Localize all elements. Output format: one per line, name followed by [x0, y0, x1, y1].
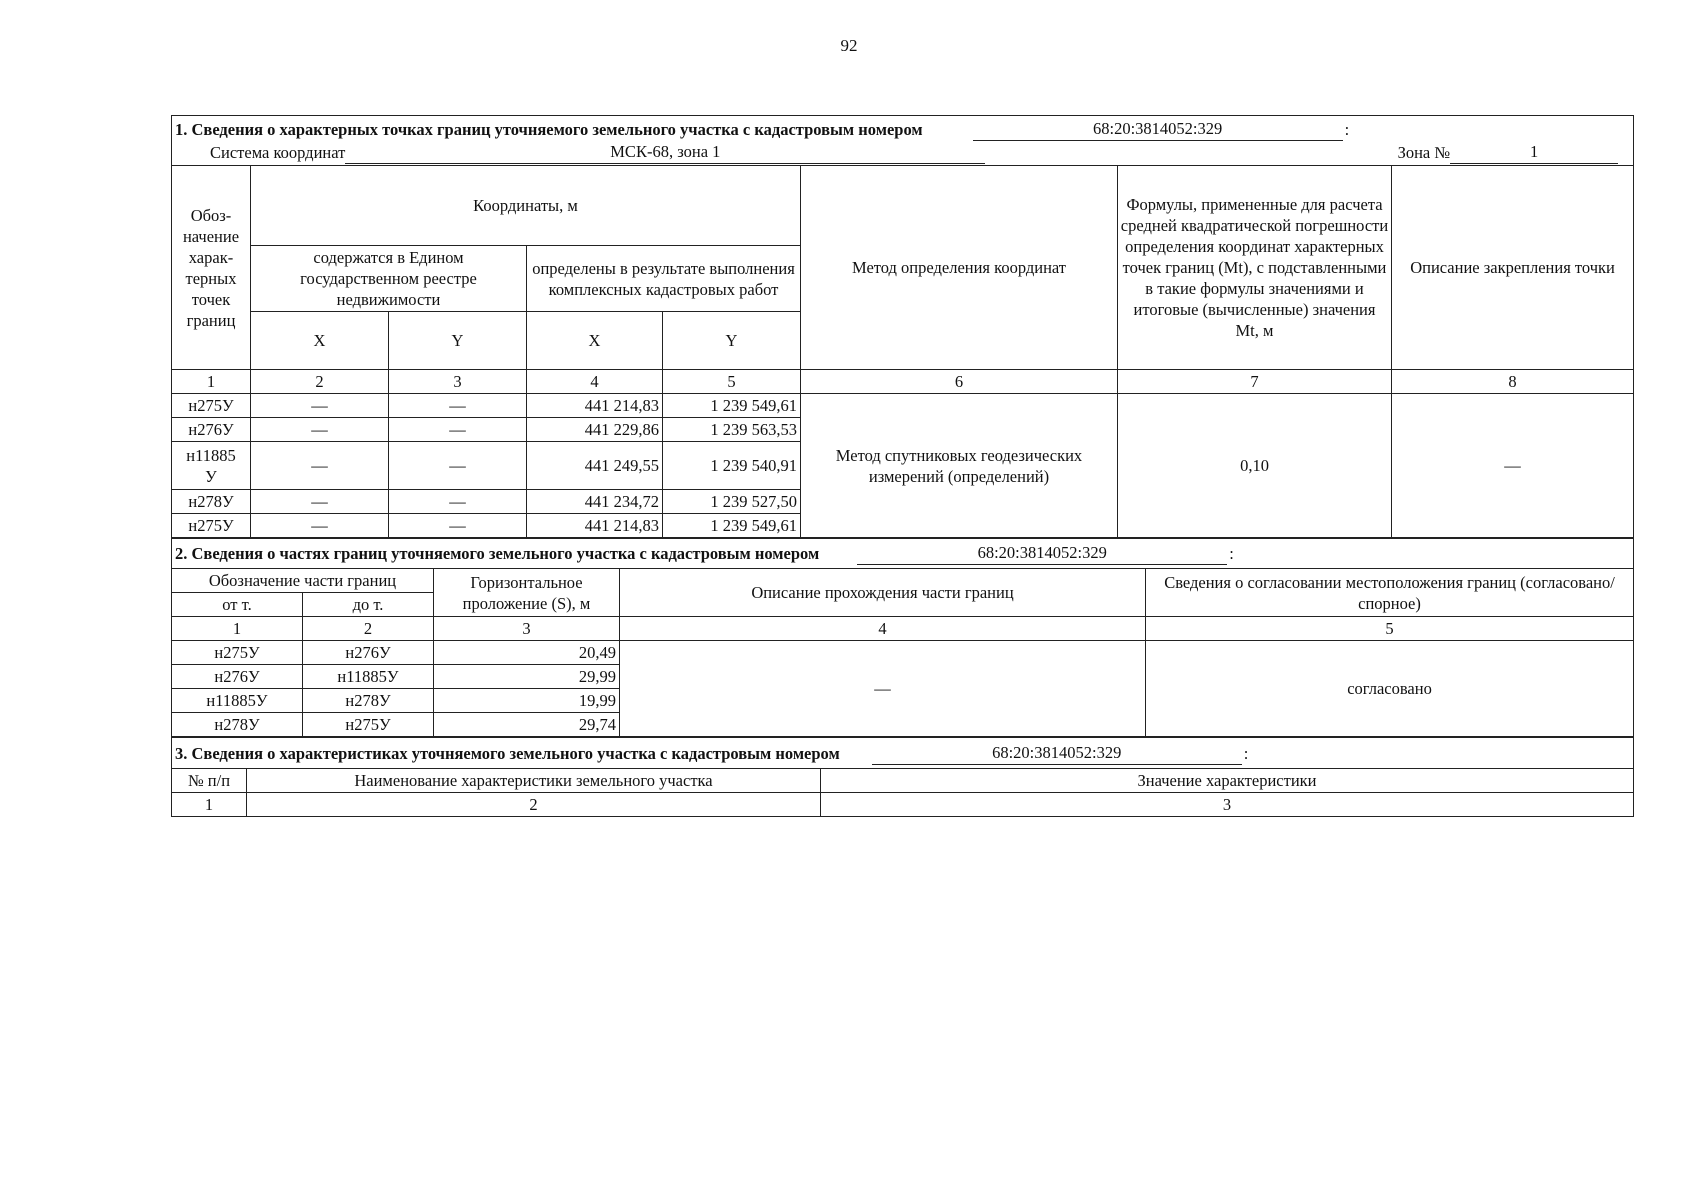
section2-colon: :: [1229, 544, 1234, 563]
from-point: н11885У: [172, 689, 303, 713]
y2-value: 1 239 540,91: [663, 442, 801, 490]
x2-value: 441 214,83: [527, 394, 663, 418]
header-coordinates: Координаты, м: [251, 166, 801, 246]
coord-system-label: Система координат: [210, 143, 346, 162]
col-number-row: [172, 370, 1634, 394]
x1-value: —: [251, 418, 389, 442]
section2-cadastral-number: 68:20:3814052:329: [977, 543, 1107, 562]
description-value: —: [620, 641, 1146, 737]
y1-value: —: [389, 394, 527, 418]
col-number: 5: [1146, 617, 1634, 641]
section1-colon: :: [1344, 120, 1350, 139]
section2-table: [171, 538, 1634, 737]
point-name: н275У: [172, 514, 251, 538]
point-name: н276У: [172, 418, 251, 442]
x1-value: —: [251, 490, 389, 514]
col-number: 5: [663, 370, 801, 394]
header-value: Значение характеристики: [821, 769, 1634, 793]
header-num: № п/п: [172, 769, 247, 793]
section3-header: [172, 738, 1634, 769]
x2-value: 441 234,72: [527, 490, 663, 514]
from-point: н278У: [172, 713, 303, 737]
header-y2: Y: [663, 312, 801, 370]
zone-label: Зона №: [1397, 143, 1451, 162]
section2-header: [172, 539, 1634, 569]
mt-value: 0,10: [1118, 394, 1392, 538]
header-x1: X: [251, 312, 389, 370]
section1-cadastral-number: 68:20:3814052:329: [1093, 119, 1223, 138]
header-fixing: Описание закрепления точки: [1392, 166, 1634, 370]
section2-title: 2. Сведения о частях границ уточняемого земельного участка с кадастровым номером: [175, 544, 820, 563]
x2-value: 441 249,55: [527, 442, 663, 490]
coord-system-value: МСК-68, зона 1: [345, 141, 985, 164]
horizontal-value: 20,49: [434, 641, 620, 665]
col-number: 2: [247, 793, 821, 817]
x2-value: 441 214,83: [527, 514, 663, 538]
header-formulas: Формулы, примененные для расчета средней квадратической погрешности определения координат характерных точек границ (Mt), с подставленными в такие формулы значениями и итоговые (вычисленные) значения Mt, м: [1118, 166, 1392, 370]
col-number: 3: [389, 370, 527, 394]
col-number: 8: [1392, 370, 1634, 394]
horizontal-value: 29,99: [434, 665, 620, 689]
col-number: 1: [172, 793, 247, 817]
header-complex: определены в результате выполнения комплексных кадастровых работ: [527, 246, 801, 312]
method-value: Метод спутниковых геодезических измерений (определений): [801, 394, 1118, 538]
col-number-row: [172, 793, 1634, 817]
header-description: Описание прохождения части границ: [620, 569, 1146, 617]
x1-value: —: [251, 514, 389, 538]
y1-value: —: [389, 514, 527, 538]
point-name: н278У: [172, 490, 251, 514]
col-number-row: [172, 617, 1634, 641]
page-number: 92: [840, 36, 858, 55]
y2-value: 1 239 549,61: [663, 394, 801, 418]
header-x2: X: [527, 312, 663, 370]
from-point: н275У: [172, 641, 303, 665]
header-horizontal: Горизонтальное проложение (S), м: [434, 569, 620, 617]
col-number: 4: [620, 617, 1146, 641]
header-designation: Обоз- начение харак- терных точек границ: [172, 166, 251, 370]
to-point: н278У: [303, 689, 434, 713]
point-name: н275У: [172, 394, 251, 418]
col-number: 6: [801, 370, 1118, 394]
y2-value: 1 239 563,53: [663, 418, 801, 442]
section1-header: [172, 116, 1634, 166]
y2-value: 1 239 527,50: [663, 490, 801, 514]
section3-title: 3. Сведения о характеристиках уточняемого земельного участка с кадастровым номером: [175, 743, 840, 763]
y1-value: —: [389, 490, 527, 514]
header-egrn: содержатся в Едином государственном реестре недвижимости: [251, 246, 527, 312]
x2-value: 441 229,86: [527, 418, 663, 442]
col-number: 3: [434, 617, 620, 641]
horizontal-value: 19,99: [434, 689, 620, 713]
col-number: 1: [172, 370, 251, 394]
header-name: Наименование характеристики земельного участка: [247, 769, 821, 793]
col-number: 7: [1118, 370, 1392, 394]
col-number: 2: [303, 617, 434, 641]
x1-value: —: [251, 442, 389, 490]
zone-value: 1: [1450, 141, 1618, 164]
header-to: до т.: [303, 593, 434, 617]
section3-colon: :: [1243, 743, 1249, 763]
horizontal-value: 29,74: [434, 713, 620, 737]
col-number: 3: [821, 793, 1634, 817]
y1-value: —: [389, 418, 527, 442]
x1-value: —: [251, 394, 389, 418]
point-name: н11885 У: [172, 442, 251, 490]
section3-cadastral-number: 68:20:3814052:329: [992, 742, 1122, 762]
header-method: Метод определения координат: [801, 166, 1118, 370]
to-point: н275У: [303, 713, 434, 737]
header-from: от т.: [172, 593, 303, 617]
header-agreement: Сведения о согласовании местоположения границ (согласовано/спорное): [1146, 569, 1634, 617]
section1-title: 1. Сведения о характерных точках границ уточняемого земельного участка с кадастровым номером: [175, 120, 923, 139]
fixing-value: —: [1392, 394, 1634, 538]
table-row: [172, 394, 1634, 418]
y2-value: 1 239 549,61: [663, 514, 801, 538]
header-part: Обозначение части границ: [172, 569, 434, 593]
header-y1: Y: [389, 312, 527, 370]
to-point: н276У: [303, 641, 434, 665]
agreement-value: согласовано: [1146, 641, 1634, 737]
table-row: [172, 641, 1634, 665]
col-number: 4: [527, 370, 663, 394]
section1-table: [171, 115, 1634, 538]
section3-table: [171, 737, 1634, 817]
document-sheet: [171, 115, 1633, 817]
from-point: н276У: [172, 665, 303, 689]
y1-value: —: [389, 442, 527, 490]
col-number: 2: [251, 370, 389, 394]
to-point: н11885У: [303, 665, 434, 689]
col-number: 1: [172, 617, 303, 641]
